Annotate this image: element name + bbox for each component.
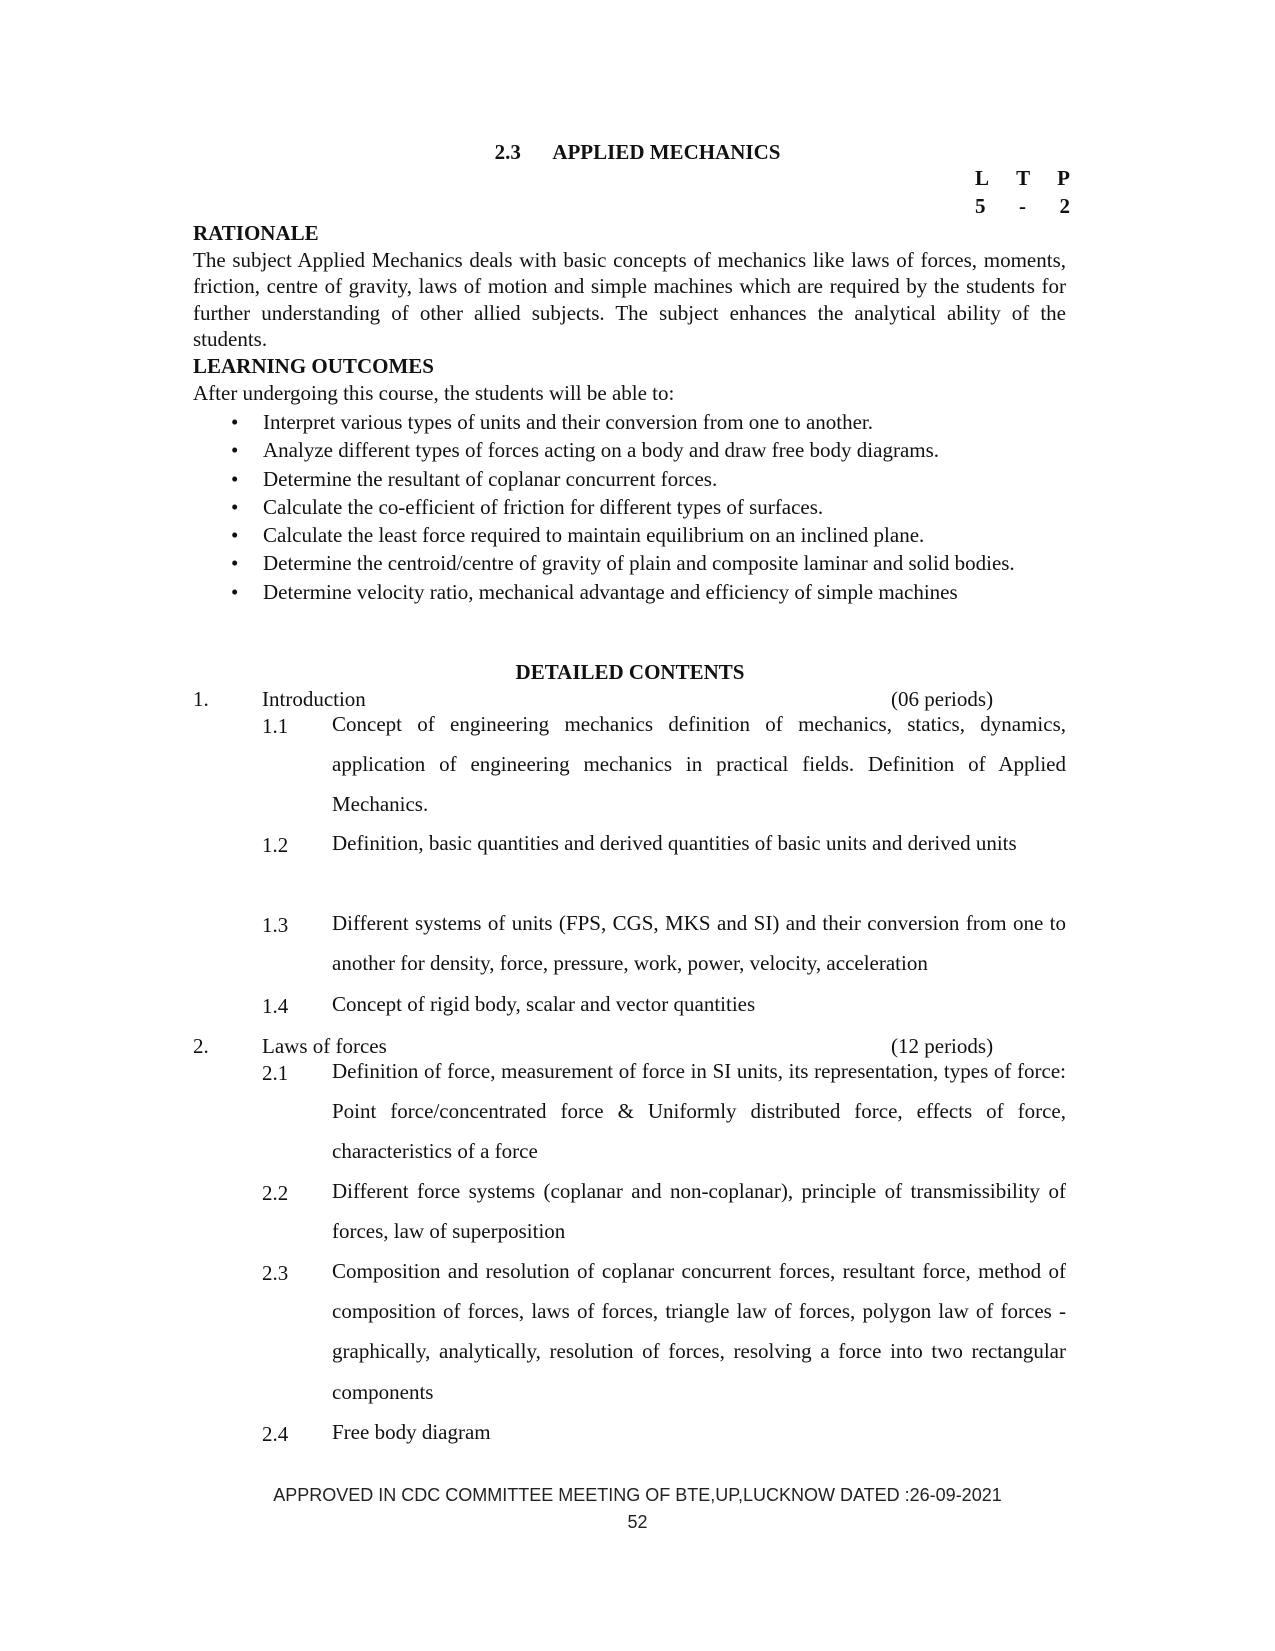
sub-text: Different systems of units (FPS, CGS, MKS and SI) and their conversion from one to another for density, force, pressure, work, power, velocity, acceleration: [332, 911, 1066, 976]
list-item: • Analyze different types of forces acting on a body and draw free body diagrams.: [193, 437, 1066, 463]
list-item: • Calculate the co-efficient of friction for different types of surfaces.: [193, 494, 1066, 520]
list-item: • Interpret various types of units and their conversion from one to another.: [193, 409, 1066, 435]
unit-periods: (06 periods): [891, 687, 994, 711]
sub-number: 1.2: [262, 833, 289, 857]
rationale-heading: RATIONALE: [193, 221, 319, 245]
sub-text: Definition, basic quantities and derived quantities of basic units and derived units: [332, 831, 1017, 855]
ltp-p: P: [1057, 166, 1070, 190]
learning-outcomes-list: [193, 409, 1066, 607]
rationale-text: The subject Applied Mechanics deals with basic concepts of mechanics like laws of forces, moments, friction, centre of gravity, laws of motion and simple machines which are required by the students for further understanding of other allied subjects. The subject enhances the analytical ability of the students.: [193, 248, 1066, 351]
detailed-contents-heading: DETAILED CONTENTS: [515, 660, 745, 684]
ltp-l: L: [975, 166, 990, 190]
sub-number: 2.3: [262, 1261, 289, 1285]
page-title: [0, 140, 1275, 165]
ltp-values: [975, 194, 1070, 219]
sub-text: Concept of rigid body, scalar and vector quantities: [332, 992, 756, 1016]
ltp-headers: [975, 166, 1070, 191]
learning-outcomes-intro: After undergoing this course, the students will be able to:: [193, 381, 675, 405]
sub-text: Composition and resolution of coplanar concurrent forces, resultant force, method of composition of forces, laws of forces, triangle law of forces, polygon law of forces - graphically, analytically, resolution of forces, resolving a force into two rectangular components: [332, 1259, 1066, 1404]
ltp-t-value: -: [1019, 194, 1026, 218]
page-number: 52: [627, 1512, 648, 1532]
sub-text: Definition of force, measurement of force in SI units, its representation, types of force: Point force/concentrated force & Uniformly distributed force, effects of force, characteristics of a force: [332, 1059, 1066, 1164]
title-number: 2.3: [494, 140, 521, 164]
unit-title: Laws of forces: [262, 1034, 387, 1058]
sub-text: Free body diagram: [332, 1420, 491, 1444]
sub-number: 2.2: [262, 1181, 289, 1205]
learning-outcomes-heading: LEARNING OUTCOMES: [193, 354, 434, 378]
list-item: • Calculate the least force required to maintain equilibrium on an inclined plane.: [193, 522, 1066, 548]
unit-number: 1.: [193, 687, 209, 711]
unit-periods: (12 periods): [891, 1034, 994, 1058]
ltp-t: T: [1016, 166, 1031, 190]
list-item: • Determine the resultant of coplanar concurrent forces.: [193, 466, 1066, 492]
list-item: • Determine the centroid/centre of gravity of plain and composite laminar and solid bodies.: [193, 550, 1066, 576]
unit-number: 2.: [193, 1034, 209, 1058]
ltp-p-value: 2: [1059, 194, 1070, 218]
list-item: • Determine velocity ratio, mechanical advantage and efficiency of simple machines: [193, 579, 1066, 605]
title-text: APPLIED MECHANICS: [552, 140, 781, 164]
ltp-l-value: 5: [975, 194, 986, 218]
sub-text: Concept of engineering mechanics definition of mechanics, statics, dynamics, application of engineering mechanics in practical fields. Definition of Applied Mechanics.: [332, 712, 1066, 817]
sub-number: 2.1: [262, 1061, 289, 1085]
sub-number: 1.4: [262, 994, 289, 1018]
sub-number: 1.1: [262, 714, 289, 738]
unit-title: Introduction: [262, 687, 366, 711]
approval-footer: APPROVED IN CDC COMMITTEE MEETING OF BTE,UP,LUCKNOW DATED :26-09-2021: [273, 1485, 1002, 1505]
sub-number: 2.4: [262, 1422, 289, 1446]
sub-text: Different force systems (coplanar and non-coplanar), principle of transmissibility of forces, law of superposition: [332, 1179, 1066, 1244]
sub-number: 1.3: [262, 913, 289, 937]
